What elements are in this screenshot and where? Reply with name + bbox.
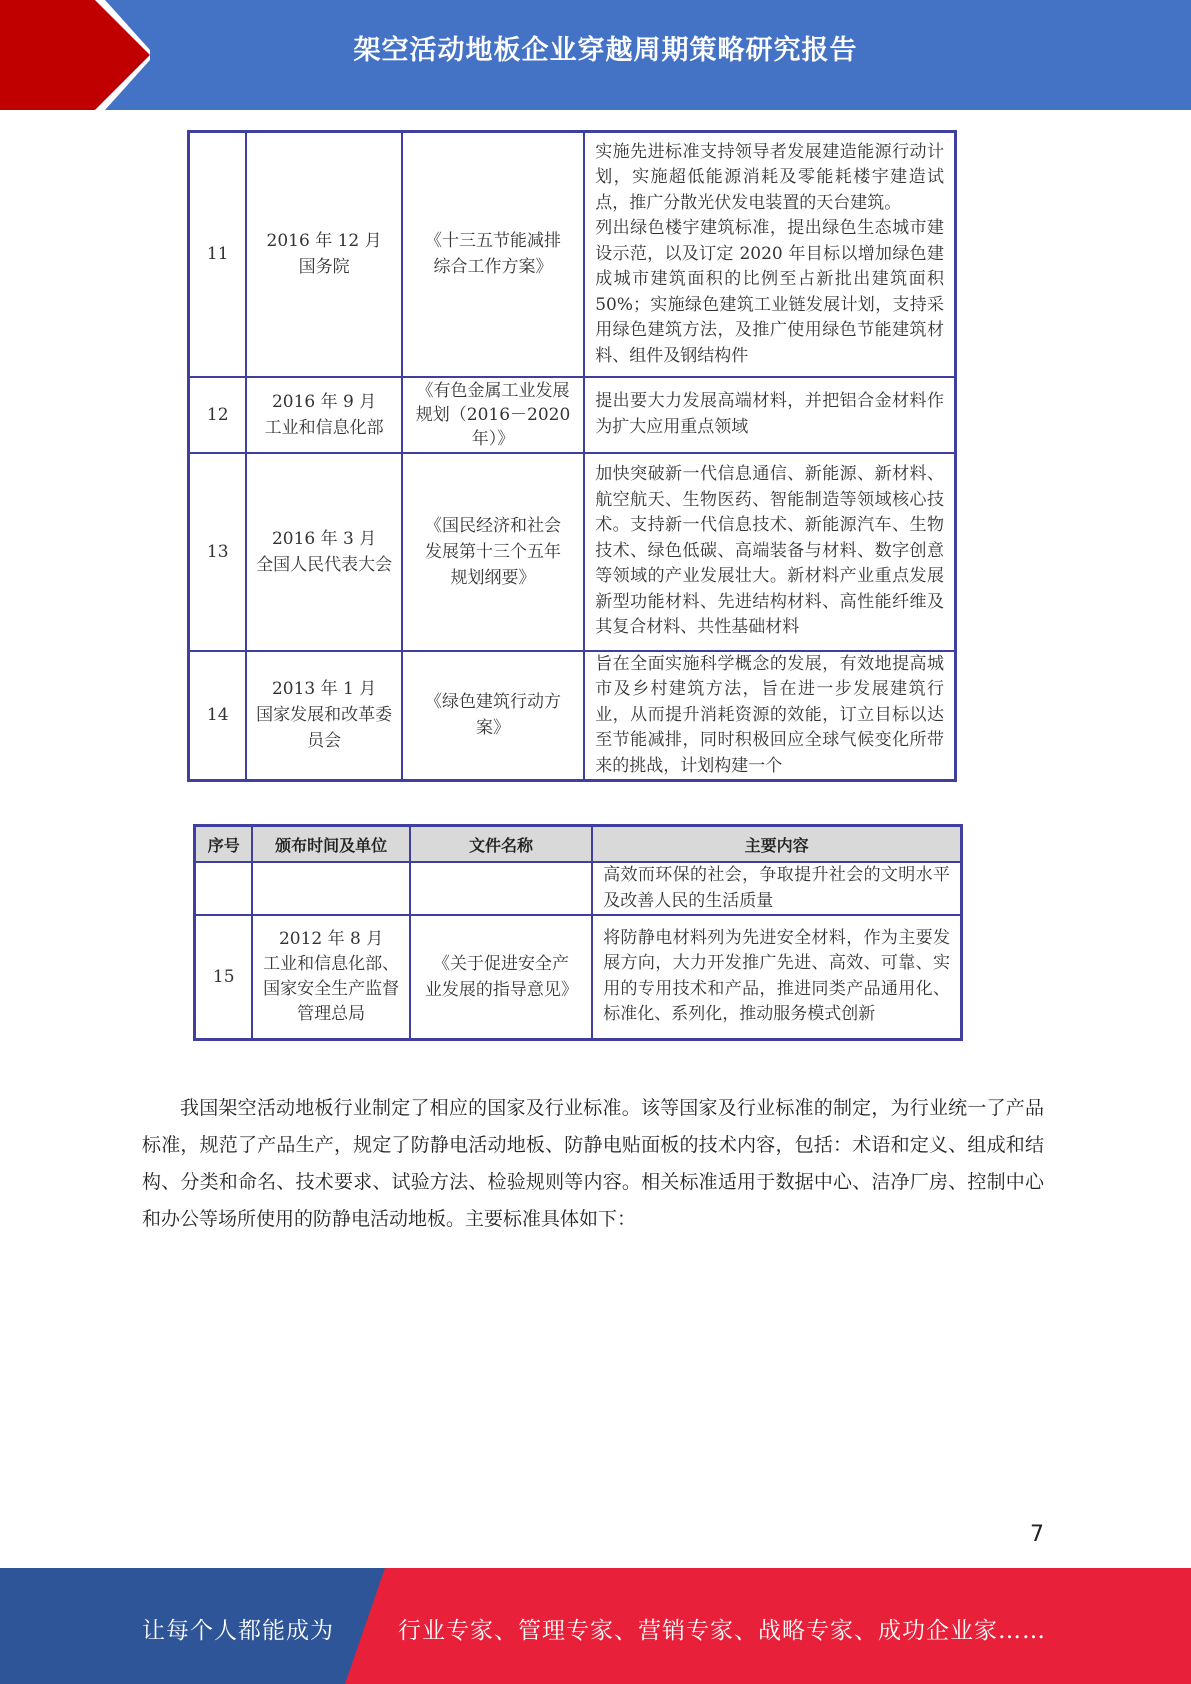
footer-slogan-left: 让每个人都能成为 [142, 1618, 334, 1644]
page-number: 7 [1030, 1522, 1044, 1547]
policy-table-continued [187, 130, 957, 782]
row-number: 14 [189, 651, 247, 781]
row-number: 13 [189, 453, 247, 651]
table-header-row [195, 826, 962, 863]
column-header-date-unit: 颁布时间及单位 [252, 826, 409, 863]
body-paragraph: 我国架空活动地板行业制定了相应的国家及行业标准。该等国家及行业标准的制定，为行业统一了产品标准，规范了产品生产，规定了防静电活动地板、防静电贴面板的技术内容，包括：术语和定义、组成和结构、分类和命名、技术要求、试验方法、检验规则等内容。相关标准适用于数据中心、洁净厂房、控制中心和办公等场所使用的防静电活动地板。主要标准具体如下： [142, 1097, 1044, 1230]
row-number: 15 [195, 915, 253, 1039]
table-row [189, 651, 956, 781]
content-cell: 实施先进标准支持领导者发展建造能源行动计划，实施超低能源消耗及零能耗楼宇建造试点，推广分散光伏发电装置的天台建筑。 列出绿色楼宇建筑标准，提出绿色生态城市建设示范，以及订定 2020 年目标以增加绿色建成城市建筑面积的比例至占新批出建筑面积 50%；实施绿色建筑工业链发展计划，支持采用绿色建筑方法，及推广使用绿色节能建筑材料、组件及钢结构件 [584, 132, 955, 377]
document-name-cell: 《绿色建筑行动方案》 [402, 651, 584, 781]
footer-slogan-right: 行业专家、管理专家、营销专家、战略专家、成功企业家…… [398, 1618, 1046, 1644]
column-header-document: 文件名称 [410, 826, 592, 863]
content-cell: 高效而环保的社会，争取提升社会的文明水平及改善人民的生活质量 [592, 862, 961, 915]
date-unit-cell: 2013 年 1 月 国家发展和改革委员会 [246, 651, 401, 781]
date-unit-cell: 2016 年 12 月 国务院 [246, 132, 401, 377]
document-name-cell: 《关于促进安全产业发展的指导意见》 [410, 915, 592, 1039]
date-unit-cell: 2012 年 8 月 工业和信息化部、国家安全生产监督管理总局 [252, 915, 409, 1039]
table-row [195, 915, 962, 1039]
row-number [195, 862, 253, 915]
table-row [195, 862, 962, 915]
column-header-number: 序号 [195, 826, 253, 863]
content-cell: 旨在全面实施科学概念的发展，有效地提高城市及乡村建筑方法，旨在进一步发展建筑行业，从而提升消耗资源的效能，订立目标以达至节能减排，同时积极回应全球气候变化所带来的挑战，计划构建一个 [584, 651, 955, 781]
content-cell: 将防静电材料列为先进安全材料，作为主要发展方向，大力开发推广先进、高效、可靠、实用的专用技术和产品，推进同类产品通用化、标准化、系列化，推动服务模式创新 [592, 915, 961, 1039]
table-row [189, 377, 956, 453]
document-name-cell: 《国民经济和社会发展第十三个五年规划纲要》 [402, 453, 584, 651]
policy-table-with-header [193, 824, 963, 1041]
table-row [189, 453, 956, 651]
date-unit-cell [252, 862, 409, 915]
row-number: 12 [189, 377, 247, 453]
column-header-content: 主要内容 [592, 826, 961, 863]
content-cell: 提出要大力发展高端材料，并把铝合金材料作为扩大应用重点领域 [584, 377, 955, 453]
row-number: 11 [189, 132, 247, 377]
document-name-cell [410, 862, 592, 915]
report-title: 架空活动地板企业穿越周期策略研究报告 [353, 35, 858, 66]
content-cell: 加快突破新一代信息通信、新能源、新材料、航空航天、生物医药、智能制造等领域核心技术。支持新一代信息技术、新能源汽车、生物技术、绿色低碳、高端装备与材料、数字创意等领域的产业发展壮大。新材料产业重点发展新型功能材料、先进结构材料、高性能纤维及其复合材料、共性基础材料 [584, 453, 955, 651]
table-row [189, 132, 956, 377]
date-unit-cell: 2016 年 3 月 全国人民代表大会 [246, 453, 401, 651]
document-name-cell: 《有色金属工业发展规划（2016－2020 年）》 [402, 377, 584, 453]
date-unit-cell: 2016 年 9 月 工业和信息化部 [246, 377, 401, 453]
document-name-cell: 《十三五节能减排综合工作方案》 [402, 132, 584, 377]
footer-banner [0, 1568, 1191, 1684]
header-banner [0, 0, 1191, 110]
